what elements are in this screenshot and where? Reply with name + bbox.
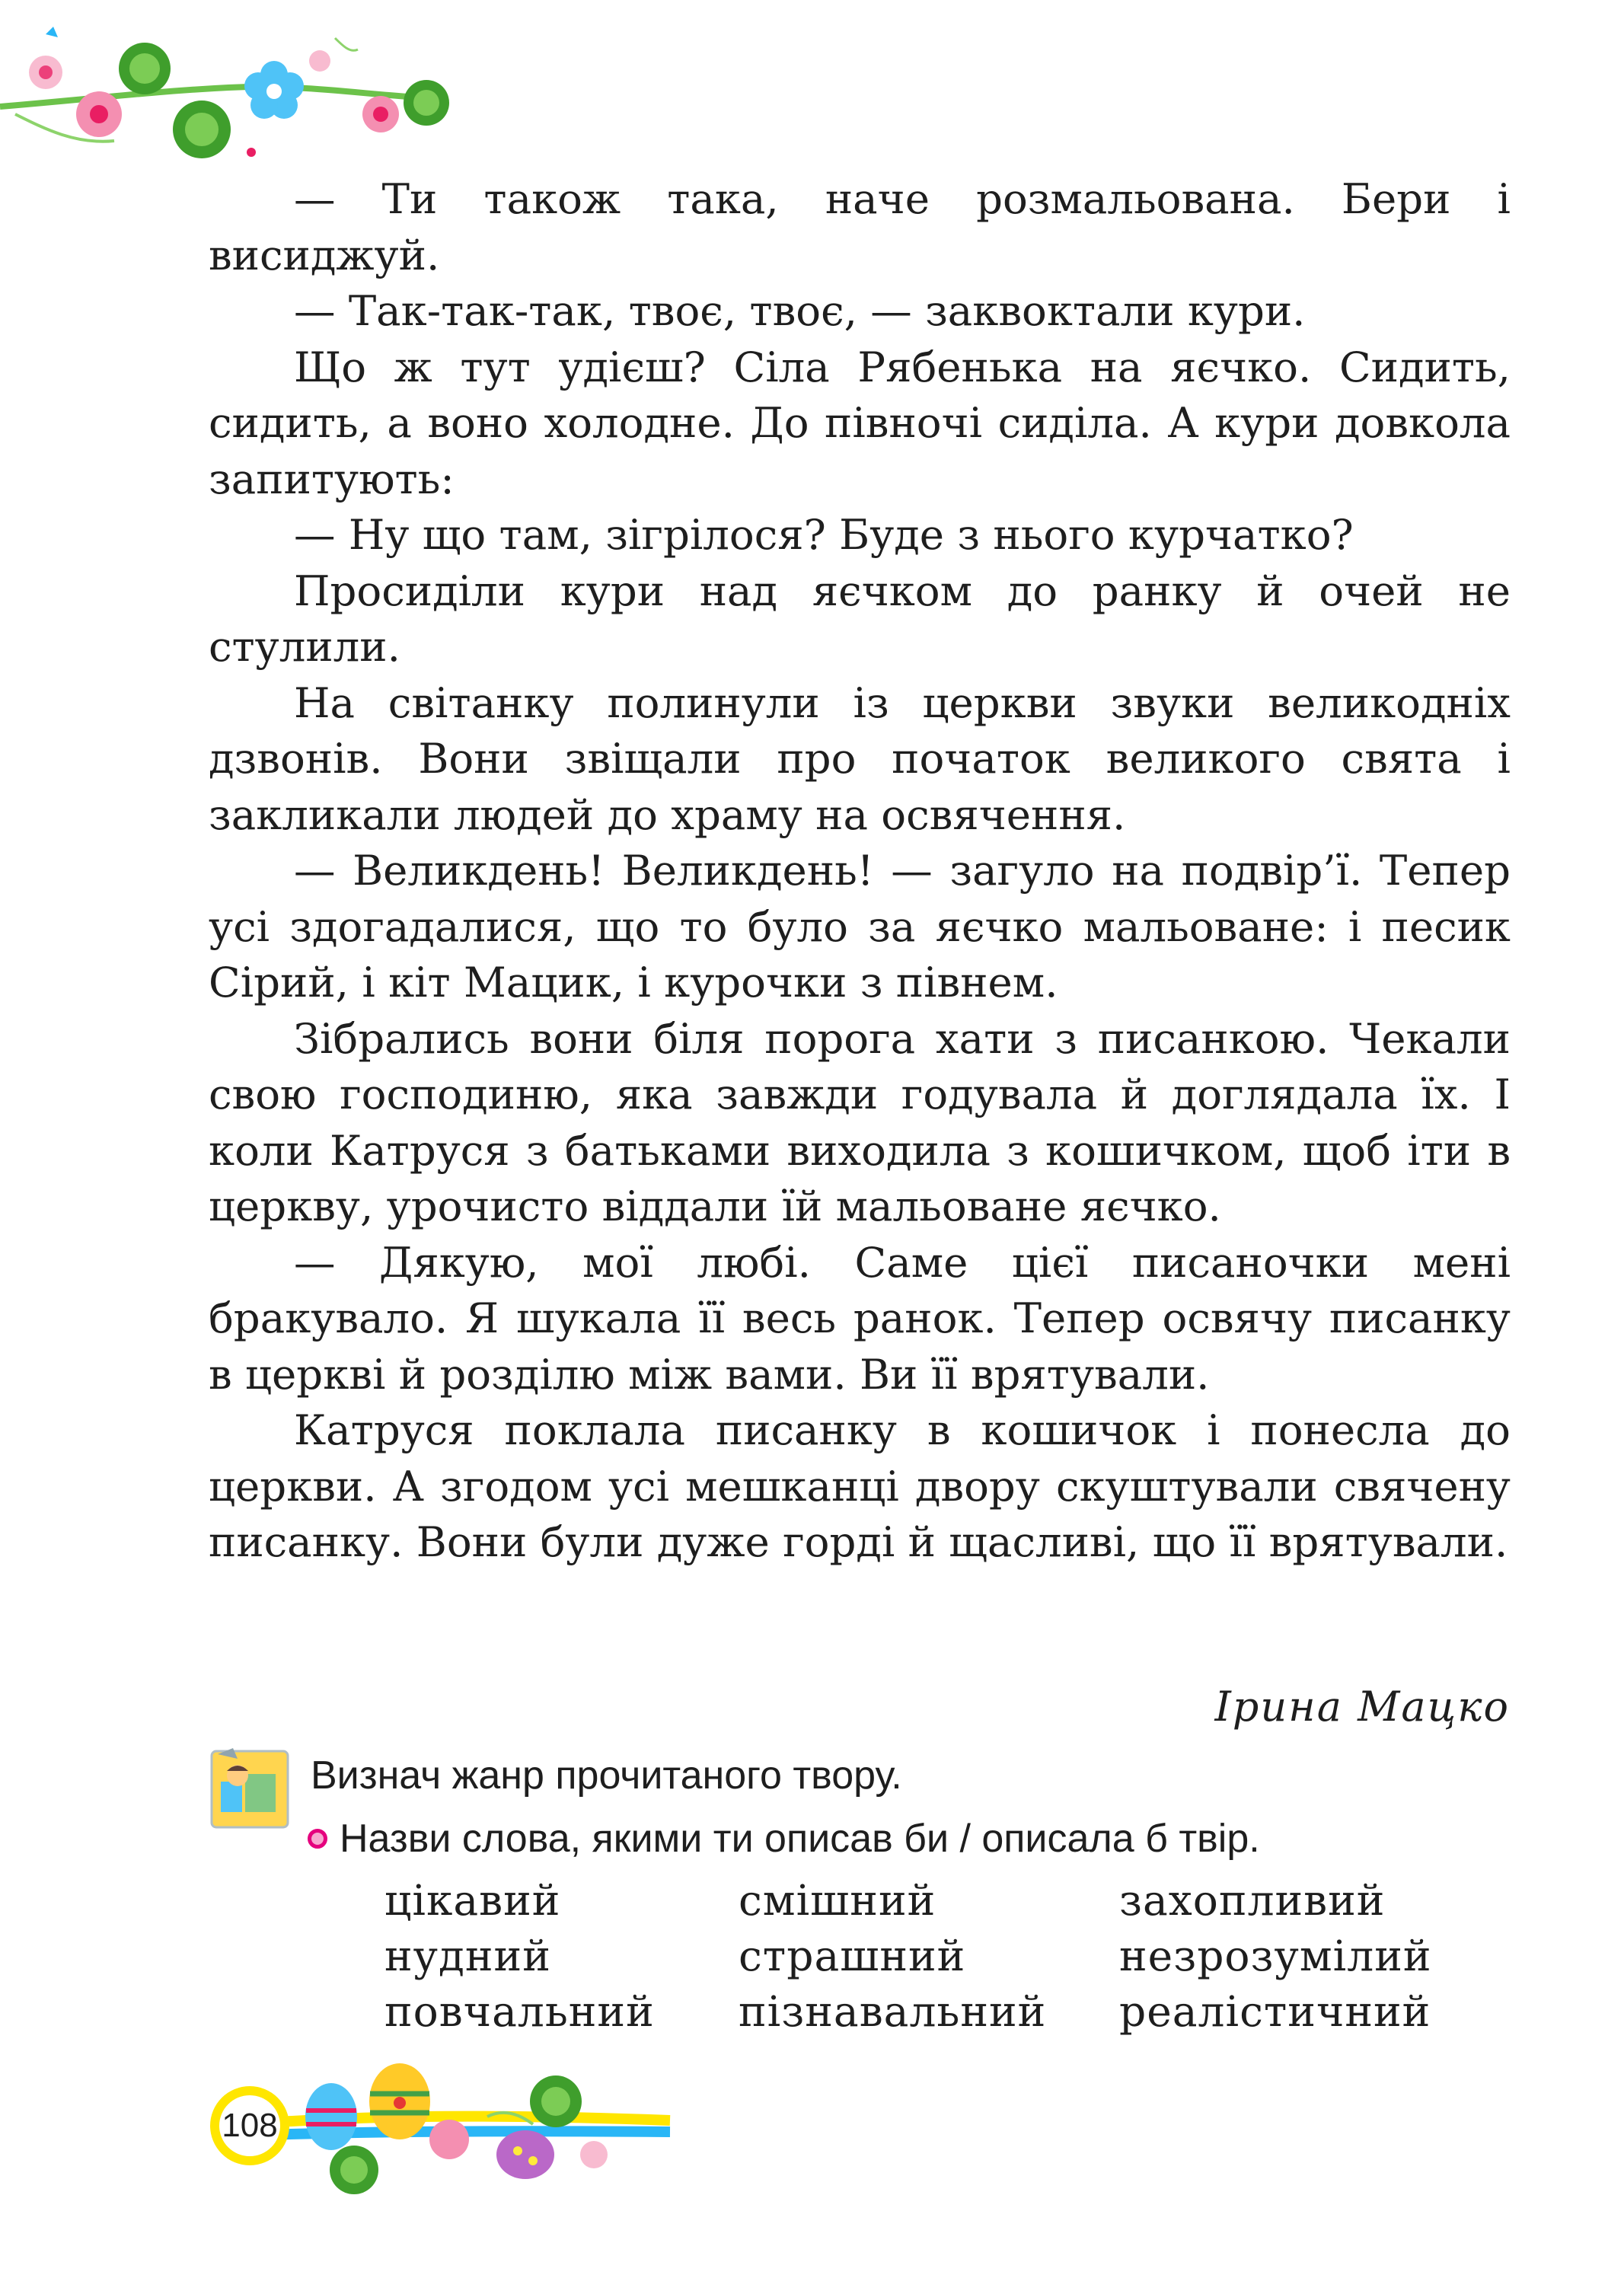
story-paragraph: Зібрались вони біля порога хати з писанкою. Чекали свою господиню, яка завжди годувала й доглядала їх. І коли Катруся з батьками виходила з кошичком, щоб іти в церкву, урочисто віддали їй мальоване яєчко. <box>209 1013 1511 1230</box>
bullet-icon <box>308 1829 327 1849</box>
story-paragraph: — Великдень! Великдень! — загуло на подвір’ї. Тепер усі здогадалися, що то було за яєчко мальоване: і песик Сірий, і кіт Мацик, і курочки з півнем. <box>209 846 1511 1007</box>
word-item: цікавий <box>384 1876 561 1925</box>
story-text <box>209 171 1511 1571</box>
word-item: нудний <box>384 1932 551 1980</box>
author-name: Ірина Мацко <box>1214 1683 1510 1731</box>
word-item: пізнавальний <box>739 1987 1047 2036</box>
subquestion-text: Назви слова, якими ти описав би / описала б твір. <box>340 1817 1260 1861</box>
story-paragraph: Катруся поклала писанку в кошичок і понесла до церкви. А згодом усі мешканці двору скуштували свячену писанку. Вони були дуже горді й щасливі, що її врятували. <box>209 1405 1511 1566</box>
word-item: захопливий <box>1119 1876 1386 1925</box>
floral-vine-icon <box>0 0 457 175</box>
task-question: Визнач жанр прочитаного твору. <box>311 1753 902 1798</box>
word-item: незрозумілий <box>1119 1932 1432 1980</box>
word-item: реалістичний <box>1119 1987 1431 2036</box>
story-paragraph: — Ти також така, наче розмальована. Бери і висиджуй. <box>209 174 1511 279</box>
word-list <box>384 1873 1485 2040</box>
word-item: страшний <box>739 1932 966 1980</box>
story-paragraph: Просиділи кури над яєчком до ранку й очей не стулили. <box>209 566 1511 671</box>
task-subquestion <box>308 1812 1260 1865</box>
story-paragraph: Що ж тут удієш? Сіла Рябенька на яєчко. Сидить, сидить, а воно холодне. До півночі сиділа. А кури довкола запитують: <box>209 342 1511 503</box>
word-item: смішний <box>739 1876 936 1925</box>
story-paragraph: — Так-так-так, твоє, твоє, — заквоктали кури. <box>294 286 1306 335</box>
page-number: 108 <box>222 2107 278 2144</box>
story-paragraph: На світанку полинули із церкви звуки великодніх дзвонів. Вони звіщали про початок великого свята і закликали людей до храму на освячення. <box>209 678 1511 839</box>
story-paragraph: — Ну що там, зігрілося? Буде з нього курчатко? <box>294 510 1354 559</box>
word-item: повчальний <box>384 1987 655 2036</box>
story-paragraph: — Дякую, мої любі. Саме цієї писаночки мені бракувало. Я шукала її весь ранок. Тепер освячу писанку в церкві й розділю між вами. Ви її врятували. <box>209 1237 1511 1399</box>
task-card-icon <box>207 1744 292 1835</box>
